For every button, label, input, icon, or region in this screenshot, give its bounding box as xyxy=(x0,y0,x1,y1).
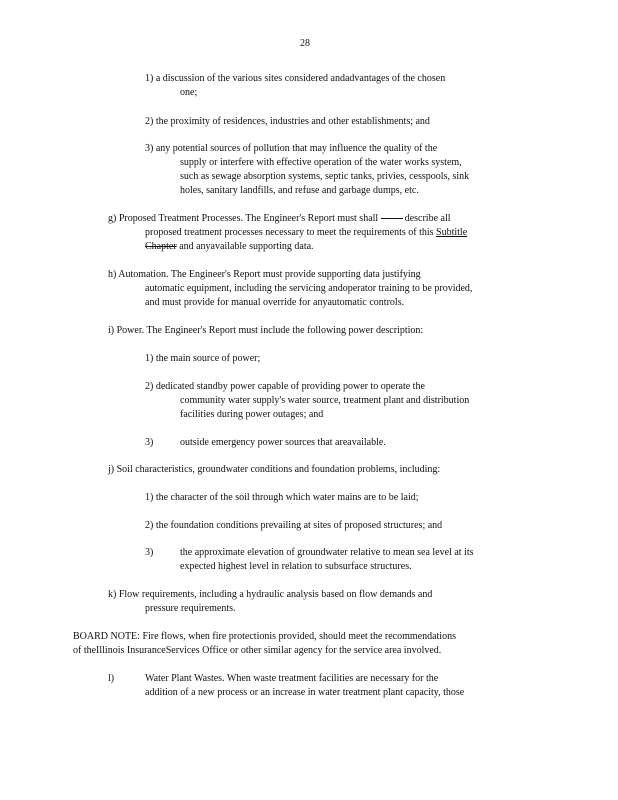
section-g-line-3-text: and anyavailable supporting data. xyxy=(179,241,314,252)
section-j-item-3-line-1: the approximate elevation of groundwater relative to mean sea level at its xyxy=(180,547,474,558)
deleted-text-chapter: Chapter xyxy=(145,241,177,252)
page-number: 28 xyxy=(300,38,310,49)
board-note-line-1: BOARD NOTE: Fire flows, when fire protectionis provided, should meet the recommendations xyxy=(73,631,456,642)
section-g-line-2-text: proposed treatment processes necessary to meet the requirements of this xyxy=(145,227,434,238)
item-1-line-2: one; xyxy=(180,87,198,98)
section-i-item-2-line-1: 2) dedicated standby power capable of providing power to operate the xyxy=(145,381,425,392)
item-3-line-3: such as sewage absorption systems, septic tanks, privies, cesspools, sink xyxy=(180,171,470,182)
item-1-line-1: 1) a discussion of the various sites considered andadvantages of the chosen xyxy=(145,73,446,84)
section-h-line-3: and must provide for manual override for anyautomatic controls. xyxy=(145,297,405,308)
section-g-line-2 xyxy=(145,227,467,239)
section-g-line-1-end: describe all xyxy=(404,213,451,224)
section-i-item-3-number: 3) xyxy=(145,437,154,448)
section-g-line-1-text: g) Proposed Treatment Processes. The Engineer's Report must shall xyxy=(108,213,379,224)
section-j-item-2: 2) the foundation conditions prevailing at sites of proposed structures; and xyxy=(145,520,443,531)
item-3-line-1: 3) any potential sources of pollution that may influence the quality of the xyxy=(145,143,438,154)
section-h-line-2: automatic equipment, including the servicing andoperator training to be provided, xyxy=(145,283,473,294)
section-l-line-2: addition of a new process or an increase in water treatment plant capacity, those xyxy=(145,687,465,698)
section-i-item-2-line-3: facilities during power outages; and xyxy=(180,409,324,420)
section-j-item-3-line-2: expected highest level in relation to subsurface structures. xyxy=(180,561,412,572)
deleted-text-strike xyxy=(381,218,403,219)
section-g-line-3 xyxy=(145,241,314,253)
board-note-line-2: of theIllinois InsuranceServices Office or other similar agency for the service area involved. xyxy=(73,645,442,656)
section-k-line-1: k) Flow requirements, including a hydraulic analysis based on flow demands and xyxy=(108,589,433,600)
item-3-line-4: holes, sanitary landfills, and refuse and garbage dumps, etc. xyxy=(180,185,419,196)
section-j-item-1: 1) the character of the soil through which water mains are to be laid; xyxy=(145,492,419,503)
section-i-line-1: i) Power. The Engineer's Report must include the following power description: xyxy=(108,325,424,336)
inserted-text-subtitle: Subtitle xyxy=(436,227,468,238)
item-3-line-2: supply or interfere with effective operation of the water works system, xyxy=(180,157,462,168)
section-j-line-1: j) Soil characteristics, groundwater conditions and foundation problems, including: xyxy=(108,464,441,475)
section-h-line-1: h) Automation. The Engineer's Report must provide supporting data justifying xyxy=(108,269,421,280)
section-i-item-2-line-2: community water supply's water source, treatment plant and distribution xyxy=(180,395,470,406)
section-j-item-3-number: 3) xyxy=(145,547,154,558)
section-l-line-1: Water Plant Wastes. When waste treatment facilities are necessary for the xyxy=(145,673,439,684)
section-l-number: l) xyxy=(108,673,115,684)
section-i-item-1: 1) the main source of power; xyxy=(145,353,261,364)
section-i-item-3-text: outside emergency power sources that areavailable. xyxy=(180,437,386,448)
section-k-line-2: pressure requirements. xyxy=(145,603,236,614)
item-2-line-1: 2) the proximity of residences, industries and other establishments; and xyxy=(145,116,430,127)
section-g-line-1 xyxy=(108,213,451,225)
